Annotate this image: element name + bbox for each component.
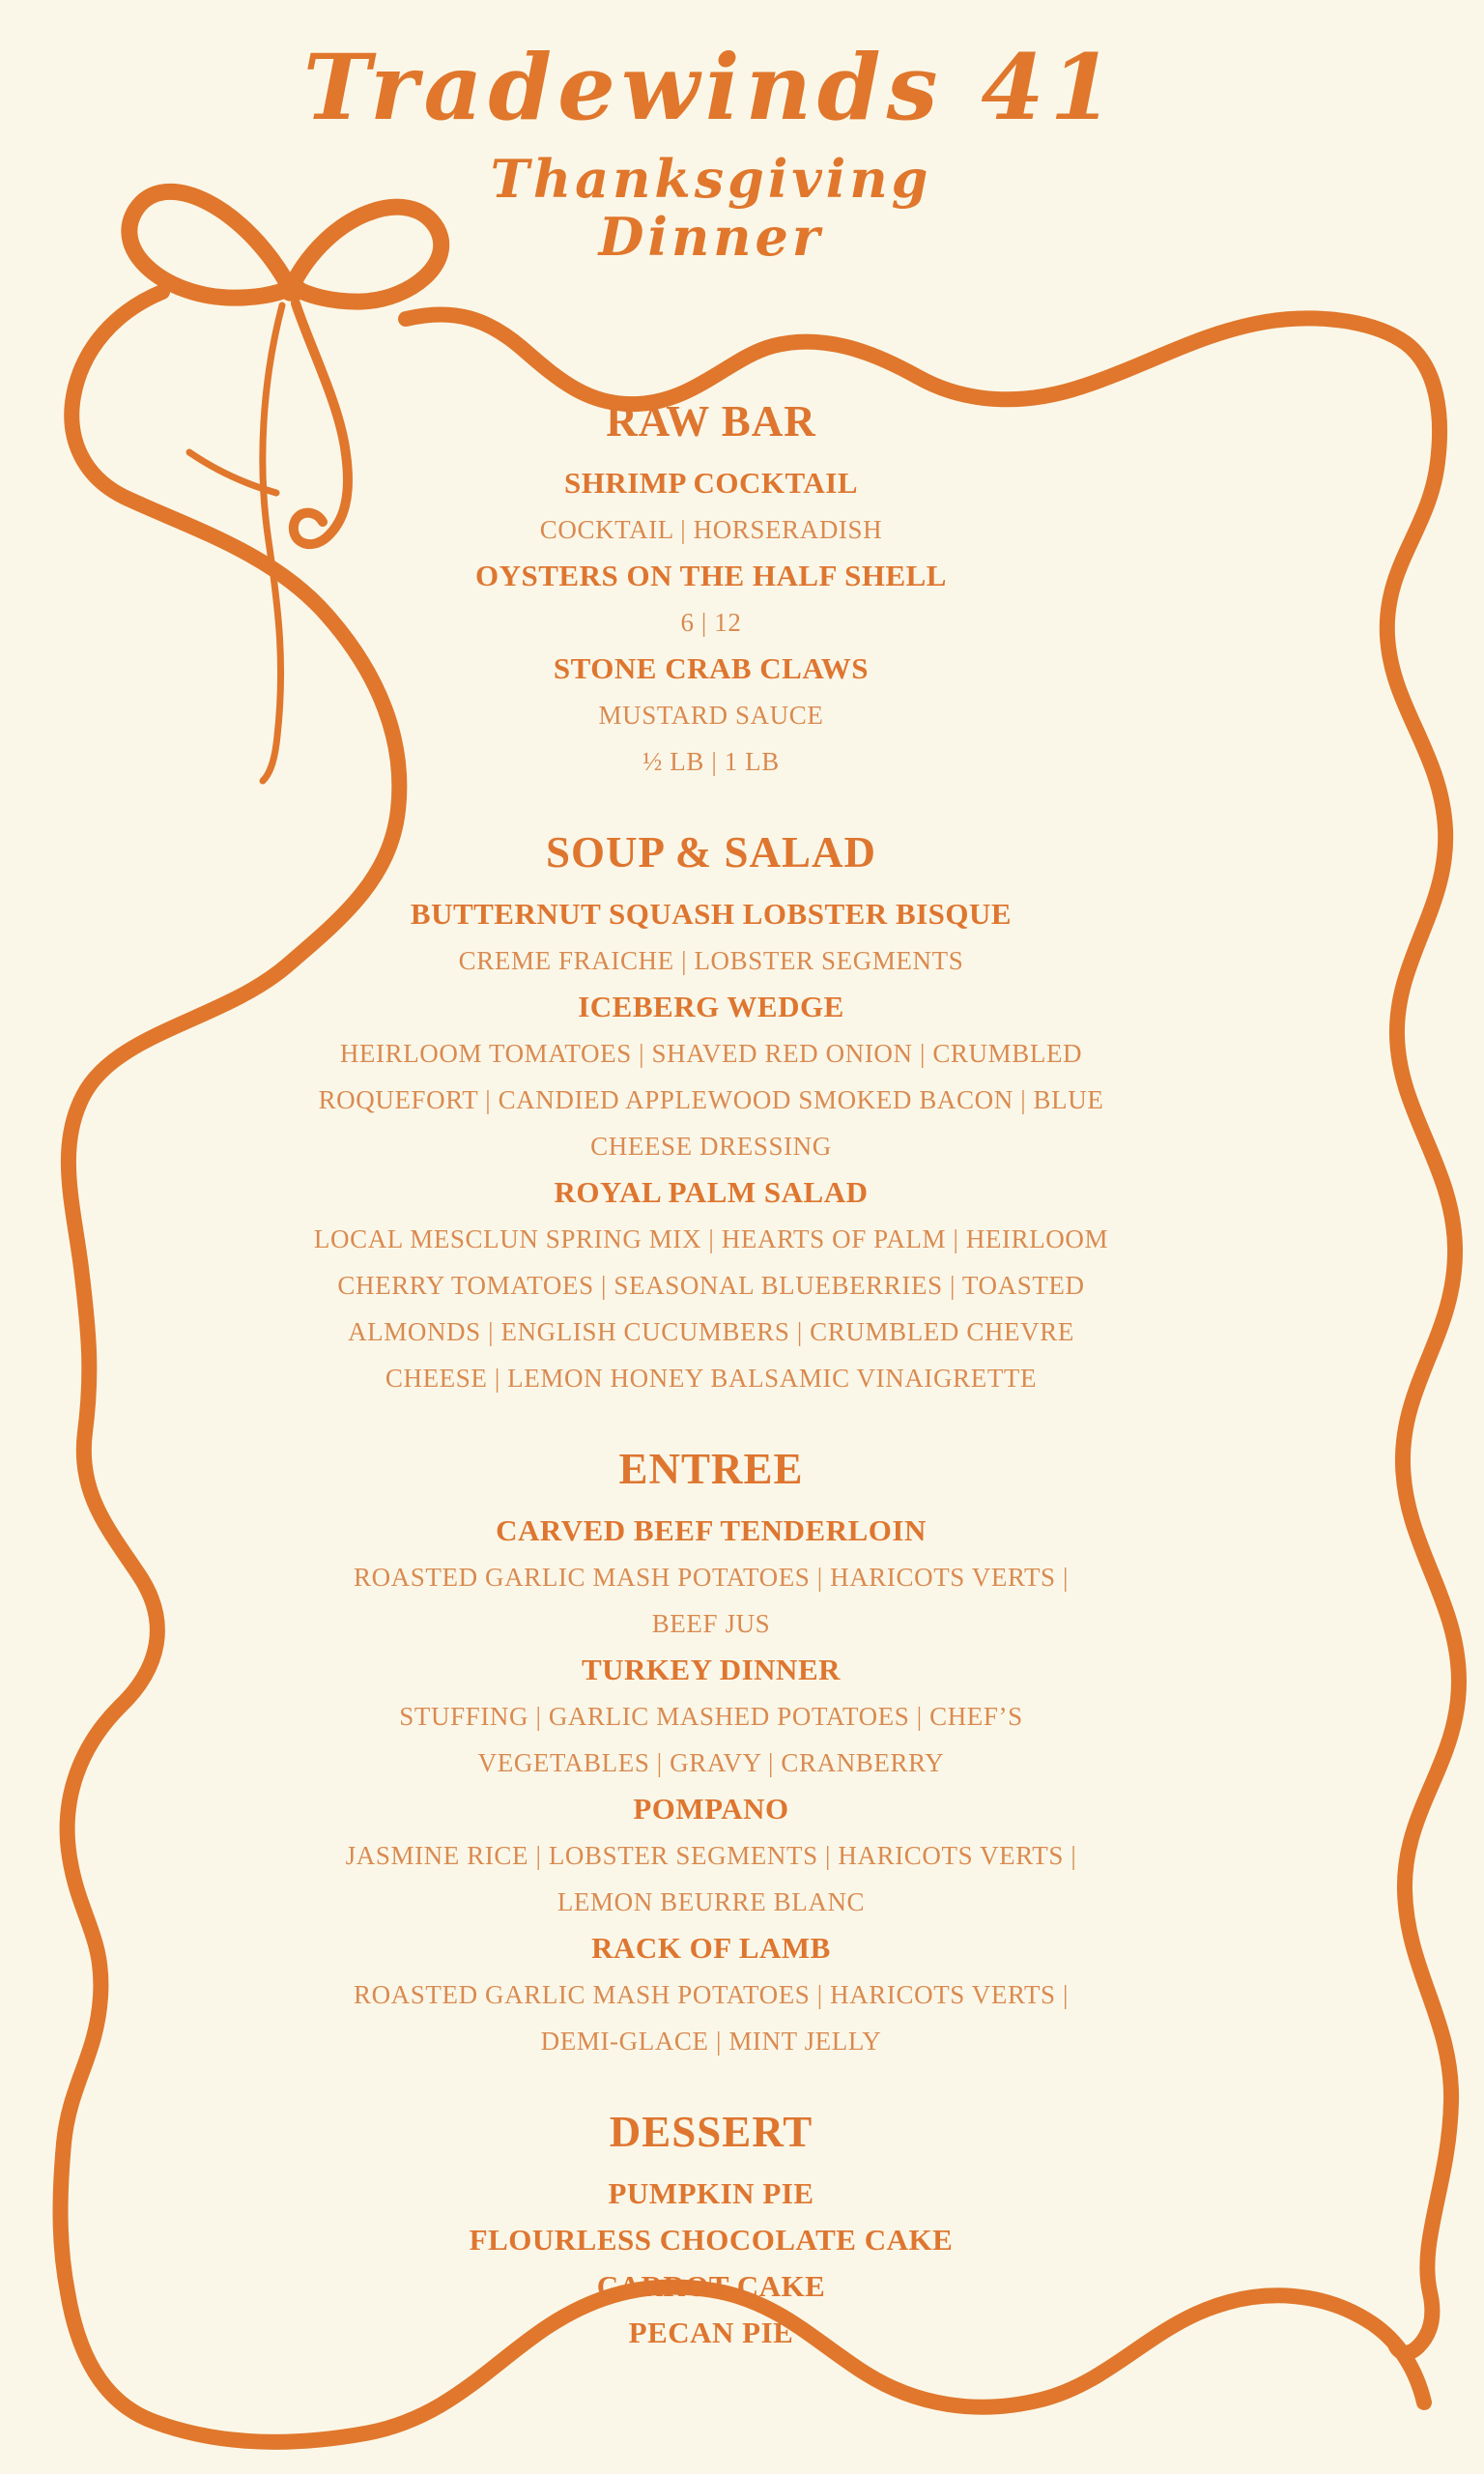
event-subtitle-line1: Thanksgiving: [490, 147, 932, 210]
menu-item-detail: ROASTED GARLIC MASH POTATOES | HARICOTS VERTS |: [353, 1562, 1070, 1592]
menu-item-detail: CREME FRAICHE | LOBSTER SEGMENTS: [458, 945, 964, 975]
menu-section: [0, 394, 1422, 785]
menu-item-detail: ½ LB | 1 LB: [642, 746, 780, 776]
menu-item-detail: LEMON BEURRE BLANC: [556, 1886, 866, 1916]
menu-item-detail: ROASTED GARLIC MASH POTATOES | HARICOTS VERTS |: [353, 1979, 1070, 2009]
menu-item-name: STONE CRAB CLAWS: [553, 650, 870, 685]
menu-item-name: FLOURLESS CHOCOLATE CAKE: [469, 2222, 954, 2257]
section-title: DESSERT: [609, 2107, 813, 2156]
menu-item-name: SHRIMP COCKTAIL: [563, 465, 859, 500]
menu-item-name: PUMPKIN PIE: [608, 2175, 814, 2210]
menu-item-name: TURKEY DINNER: [581, 1652, 842, 1686]
restaurant-title: Tradewinds 41: [302, 35, 1120, 141]
menu-section: [0, 1442, 1422, 2064]
menu-item-detail: VEGETABLES | GRAVY | CRANBERRY: [477, 1747, 945, 1777]
section-title: ENTREE: [618, 1444, 804, 1493]
menu-item-name: PECAN PIE: [628, 2315, 794, 2349]
menu-item-detail: STUFFING | GARLIC MASHED POTATOES | CHEF’S: [399, 1701, 1023, 1731]
menu-item-detail: HEIRLOOM TOMATOES | SHAVED RED ONION | CRUMBLED: [339, 1038, 1083, 1068]
menu-item-name: ROYAL PALM SALAD: [554, 1174, 869, 1209]
menu-item-detail: ALMONDS | ENGLISH CUCUMBERS | CRUMBLED CHEVRE: [348, 1316, 1074, 1346]
menu-item-detail: CHEESE DRESSING: [590, 1131, 832, 1161]
menu-section: [0, 825, 1422, 1401]
section-title: SOUP & SALAD: [545, 827, 877, 877]
menu-section: [0, 2105, 1422, 2356]
menu-item-detail: DEMI-GLACE | MINT JELLY: [540, 2026, 882, 2056]
menu-item-name: OYSTERS ON THE HALF SHELL: [475, 558, 947, 592]
menu-item-name: CARROT CAKE: [596, 2268, 826, 2303]
menu-item-name: BUTTERNUT SQUASH LOBSTER BISQUE: [410, 896, 1013, 931]
menu-item-detail: MUSTARD SAUCE: [598, 700, 824, 730]
menu-item-detail: CHEESE | LEMON HONEY BALSAMIC VINAIGRETTE: [385, 1363, 1038, 1393]
event-subtitle-line2: Dinner: [598, 206, 824, 269]
menu-item-detail: COCKTAIL | HORSERADISH: [539, 514, 883, 544]
menu: [0, 394, 1422, 2356]
menu-item-detail: LOCAL MESCLUN SPRING MIX | HEARTS OF PALM | HEIRLOOM: [313, 1223, 1109, 1253]
menu-item-name: CARVED BEEF TENDERLOIN: [496, 1512, 927, 1547]
menu-item-detail: CHERRY TOMATOES | SEASONAL BLUEBERRIES | TOASTED: [337, 1270, 1085, 1300]
menu-item-detail: ROQUEFORT | CANDIED APPLEWOOD SMOKED BACON | BLUE: [318, 1084, 1104, 1114]
menu-item-detail: JASMINE RICE | LOBSTER SEGMENTS | HARICOTS VERTS |: [345, 1840, 1077, 1870]
section-title: RAW BAR: [606, 396, 816, 446]
menu-item-name: POMPANO: [633, 1791, 789, 1826]
menu-item-detail: 6 | 12: [680, 607, 742, 637]
menu-item-detail: BEEF JUS: [651, 1608, 771, 1638]
menu-item-name: RACK OF LAMB: [591, 1930, 831, 1965]
event-subtitle: [0, 147, 1422, 269]
menu-item-name: ICEBERG WEDGE: [578, 989, 844, 1023]
